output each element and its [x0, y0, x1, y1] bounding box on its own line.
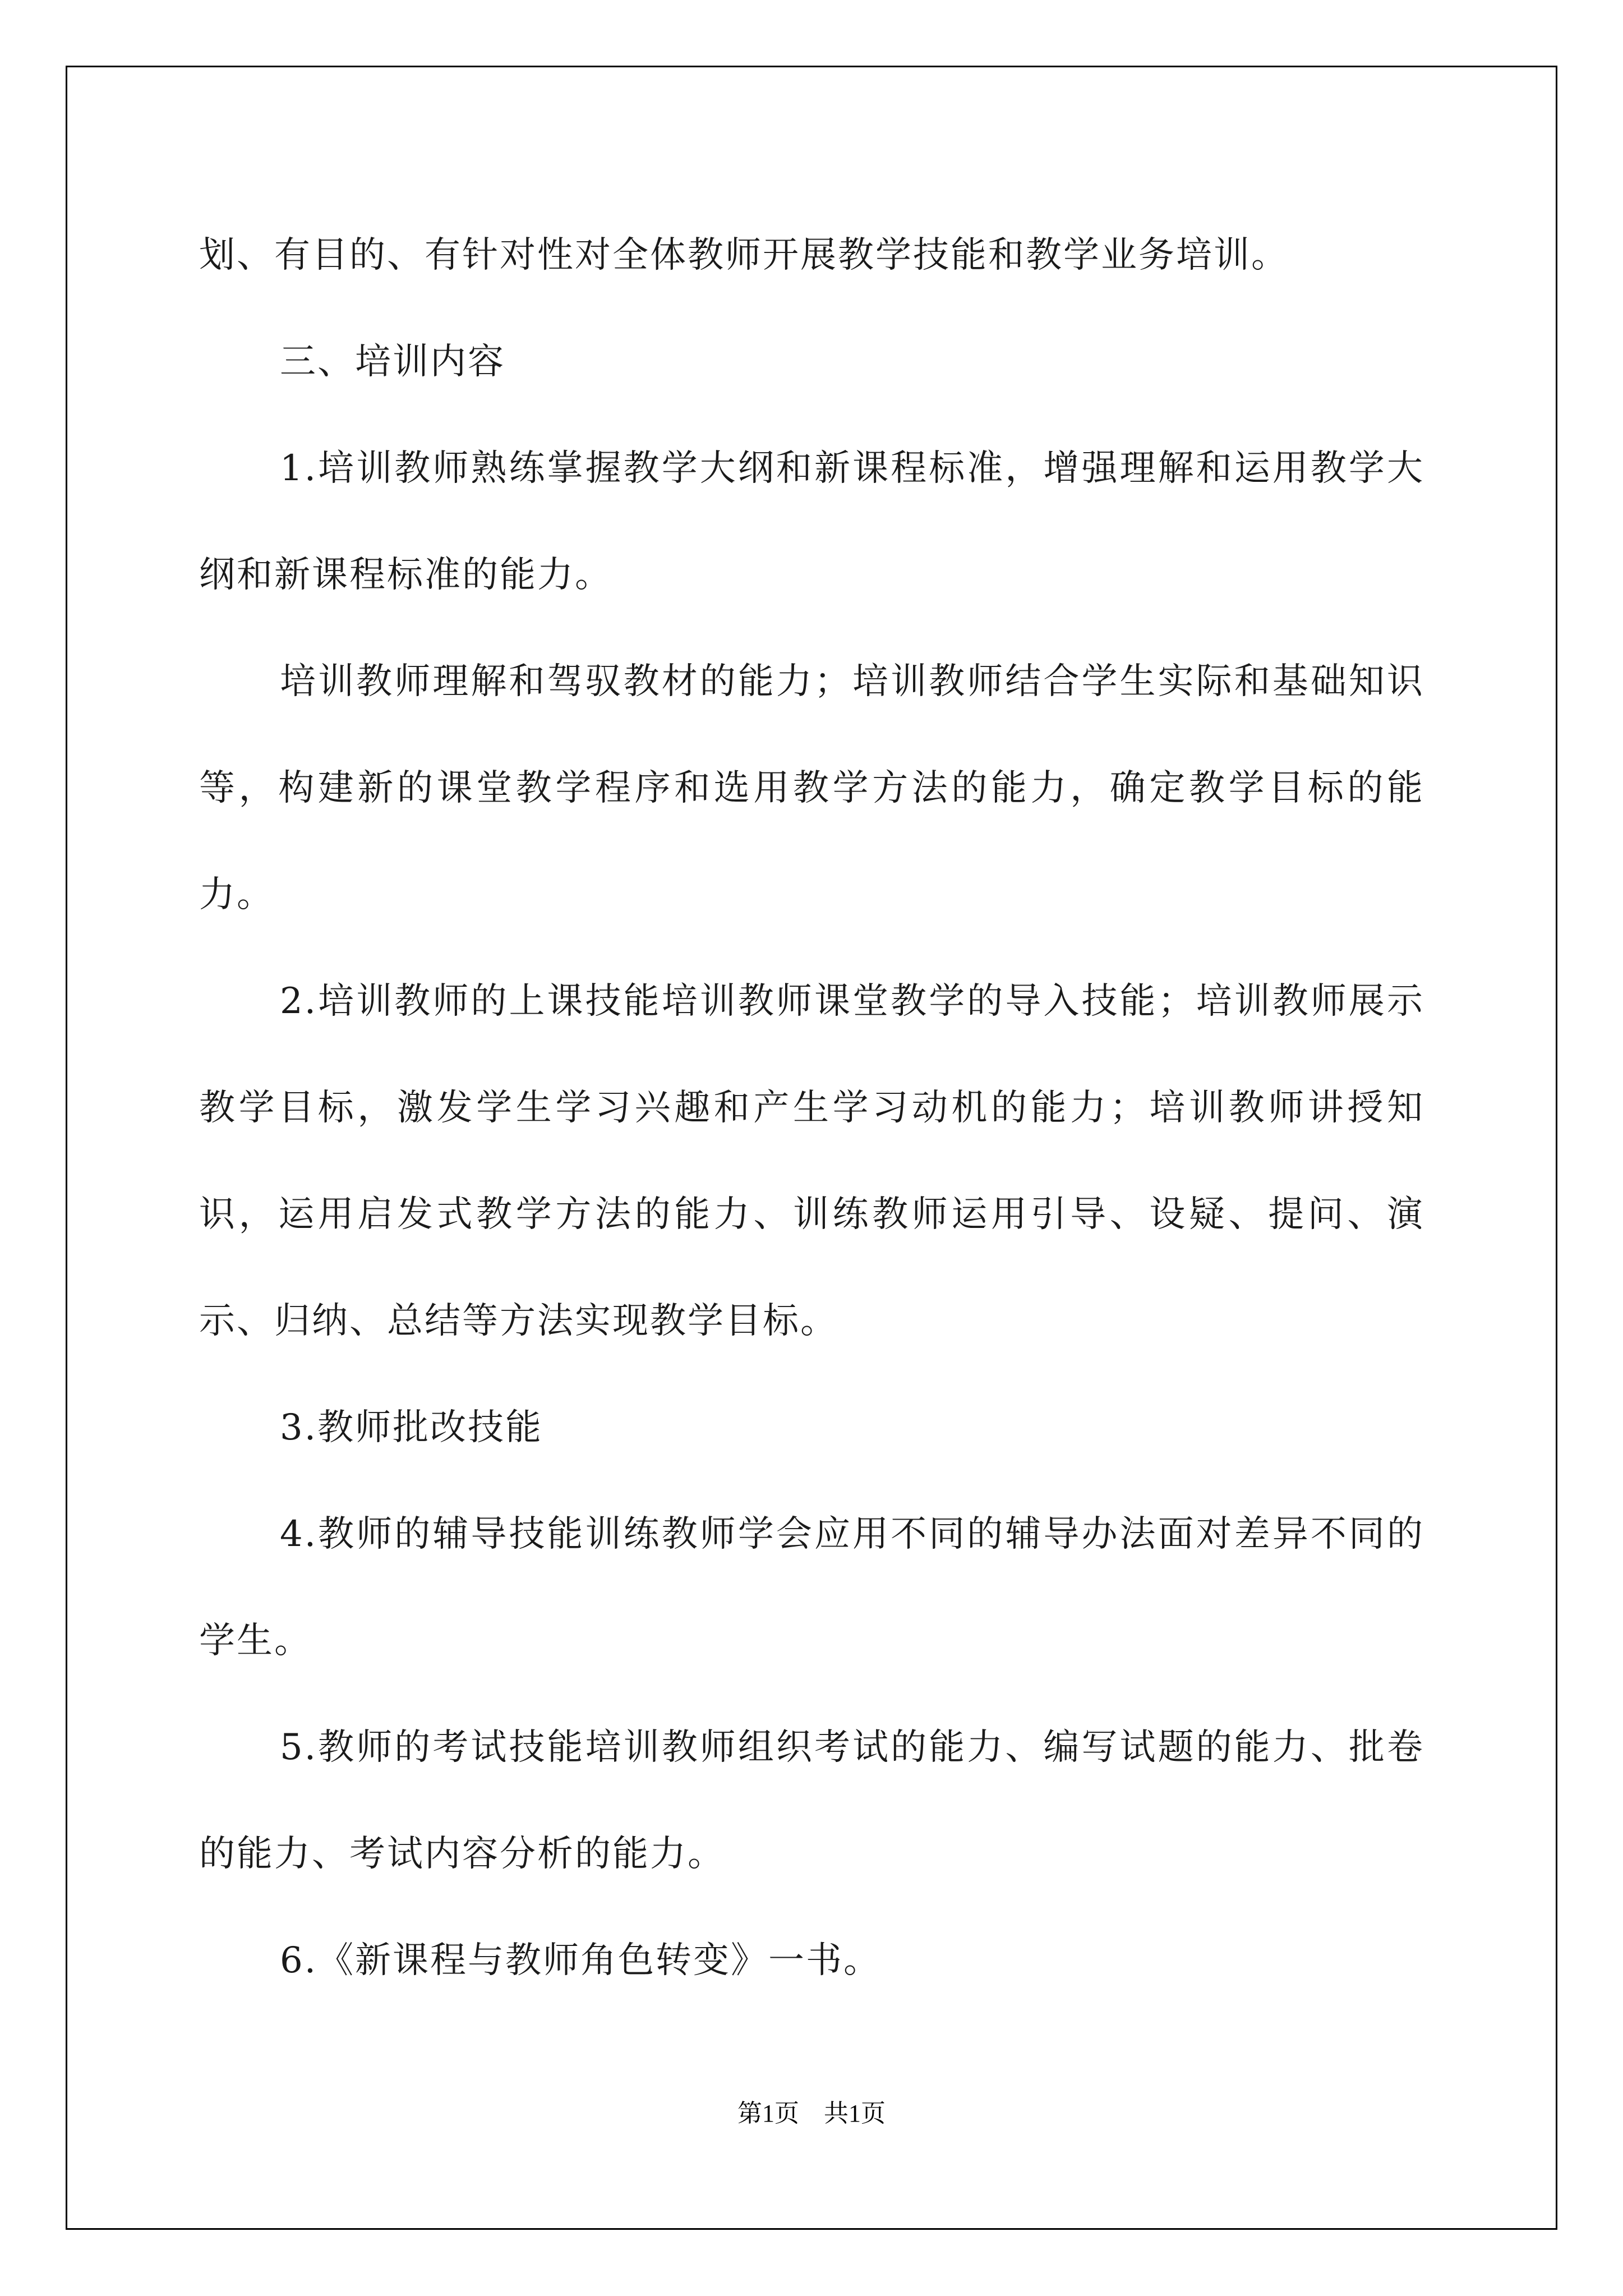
- paragraph-item-1: 1.培训教师熟练掌握教学大纲和新课程标准，增强理解和运用教学大纲和新课程标准的能力。: [199, 448, 1424, 596]
- paragraph-item-4: 4.教师的辅导技能训练教师学会应用不同的辅导办法面对差异不同的学生。: [199, 1513, 1424, 1662]
- document-body: [199, 202, 1424, 2014]
- page-footer: 第1页 共1页: [737, 2100, 886, 2127]
- paragraph-item-6: 6.《新课程与教师角色转变》一书。: [280, 1940, 882, 1981]
- paragraph-item-5: 5.教师的考试技能培训教师组织考试的能力、编写试题的能力、批卷的能力、考试内容分析的能力。: [199, 1727, 1424, 1875]
- paragraph-item-2: 2.培训教师的上课技能培训教师课堂教学的导入技能；培训教师展示教学目标，激发学生学习兴趣和产生学习动机的能力；培训教师讲授知识，运用启发式教学方法的能力、训练教师运用引导、设疑、提问、演示、归纳、总结等方法实现教学目标。: [199, 981, 1424, 1342]
- paragraph-item-3: 3.教师批改技能: [280, 1407, 543, 1448]
- paragraph-item-1-detail: 培训教师理解和驾驭教材的能力；培训教师结合学生实际和基础知识等，构建新的课堂教学程序和选用教学方法的能力，确定教学目标的能力。: [199, 661, 1424, 915]
- paragraph-1: 划、有目的、有针对性对全体教师开展教学技能和教学业务培训。: [199, 234, 1289, 276]
- section-heading: 三、培训内容: [280, 341, 505, 383]
